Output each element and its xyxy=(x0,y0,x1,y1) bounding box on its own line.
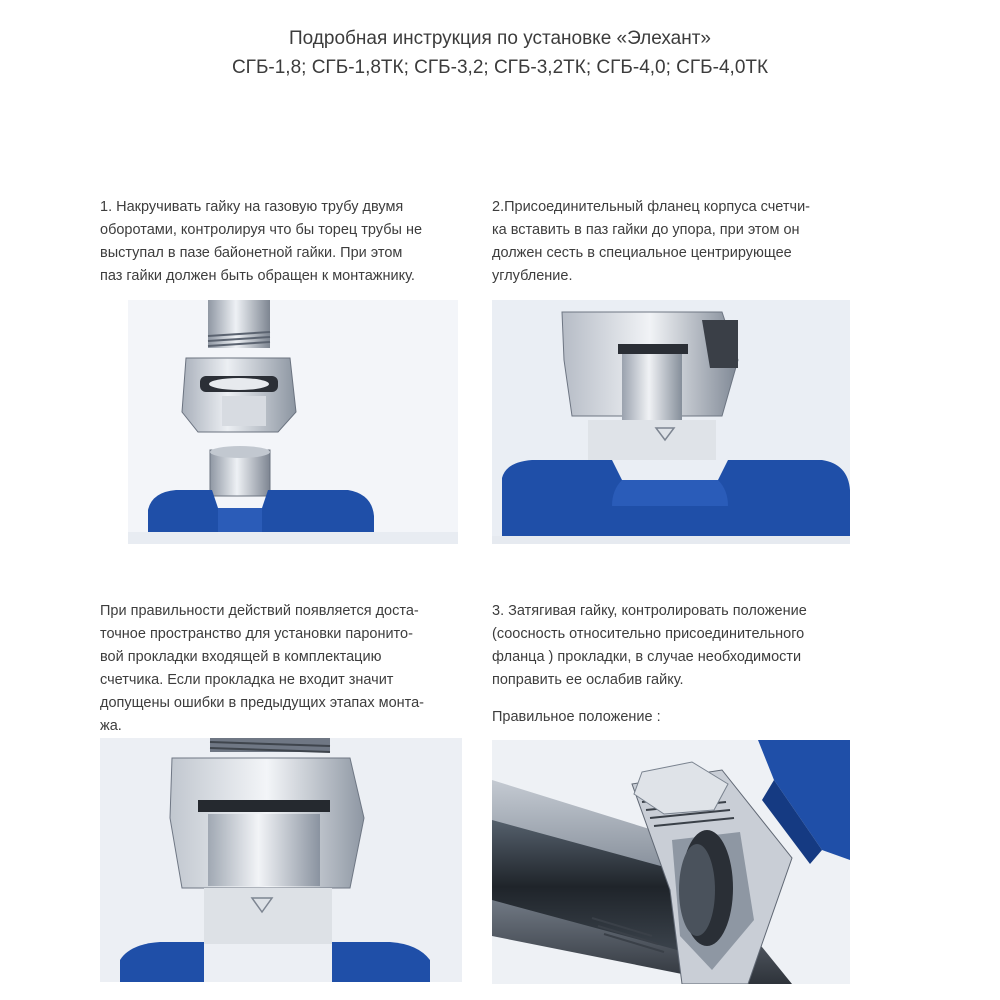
document-header xyxy=(0,26,1000,80)
illustration-step-1 xyxy=(128,300,458,544)
correct-position-label: Правильное положение : xyxy=(492,709,661,725)
step-1-text: 1. Накручивать гайку на газовую трубу двумя оборотами, контролируя что бы торец трубы не выступал в пазе байонетной гайки. При этом паз гайки должен быть обращен к монтажнику. xyxy=(100,199,423,284)
gasket-placement-drawing xyxy=(100,738,462,982)
step-3-text: 3. Затягивая гайку, контролировать положение (соосность относительно присоединительного фланца ) прокладки, в случае необходимости поправить ее ослабив гайку. xyxy=(492,603,807,688)
nut-and-stub-drawing xyxy=(128,300,458,544)
model-list: СГБ-1,8; СГБ-1,8ТК; СГБ-3,2; СГБ-3,2ТК; СГБ-4,0; СГБ-4,0ТК xyxy=(231,57,769,78)
illustration-correct-position xyxy=(492,740,850,984)
step-2-text: 2.Присоединительный фланец корпуса счетчи- ка вставить в паз гайки до упора, при этом он должен сесть в специальное центрирующее углубление. xyxy=(492,199,811,284)
cross-section-drawing xyxy=(492,740,850,984)
document-title: Подробная инструкция по установке «Элехант» xyxy=(288,28,712,49)
illustration-step-2 xyxy=(492,300,850,544)
gasket-note-text: При правильности действий появляется доста- точное пространство для установки паронито- вой прокладки входящей в комплектацию счетчика. Если прокладка не входит значит допущены ошибки в предыдущих этапах монта- жа. xyxy=(100,603,425,734)
flange-in-nut-drawing xyxy=(492,300,850,544)
illustration-gasket xyxy=(100,738,462,982)
